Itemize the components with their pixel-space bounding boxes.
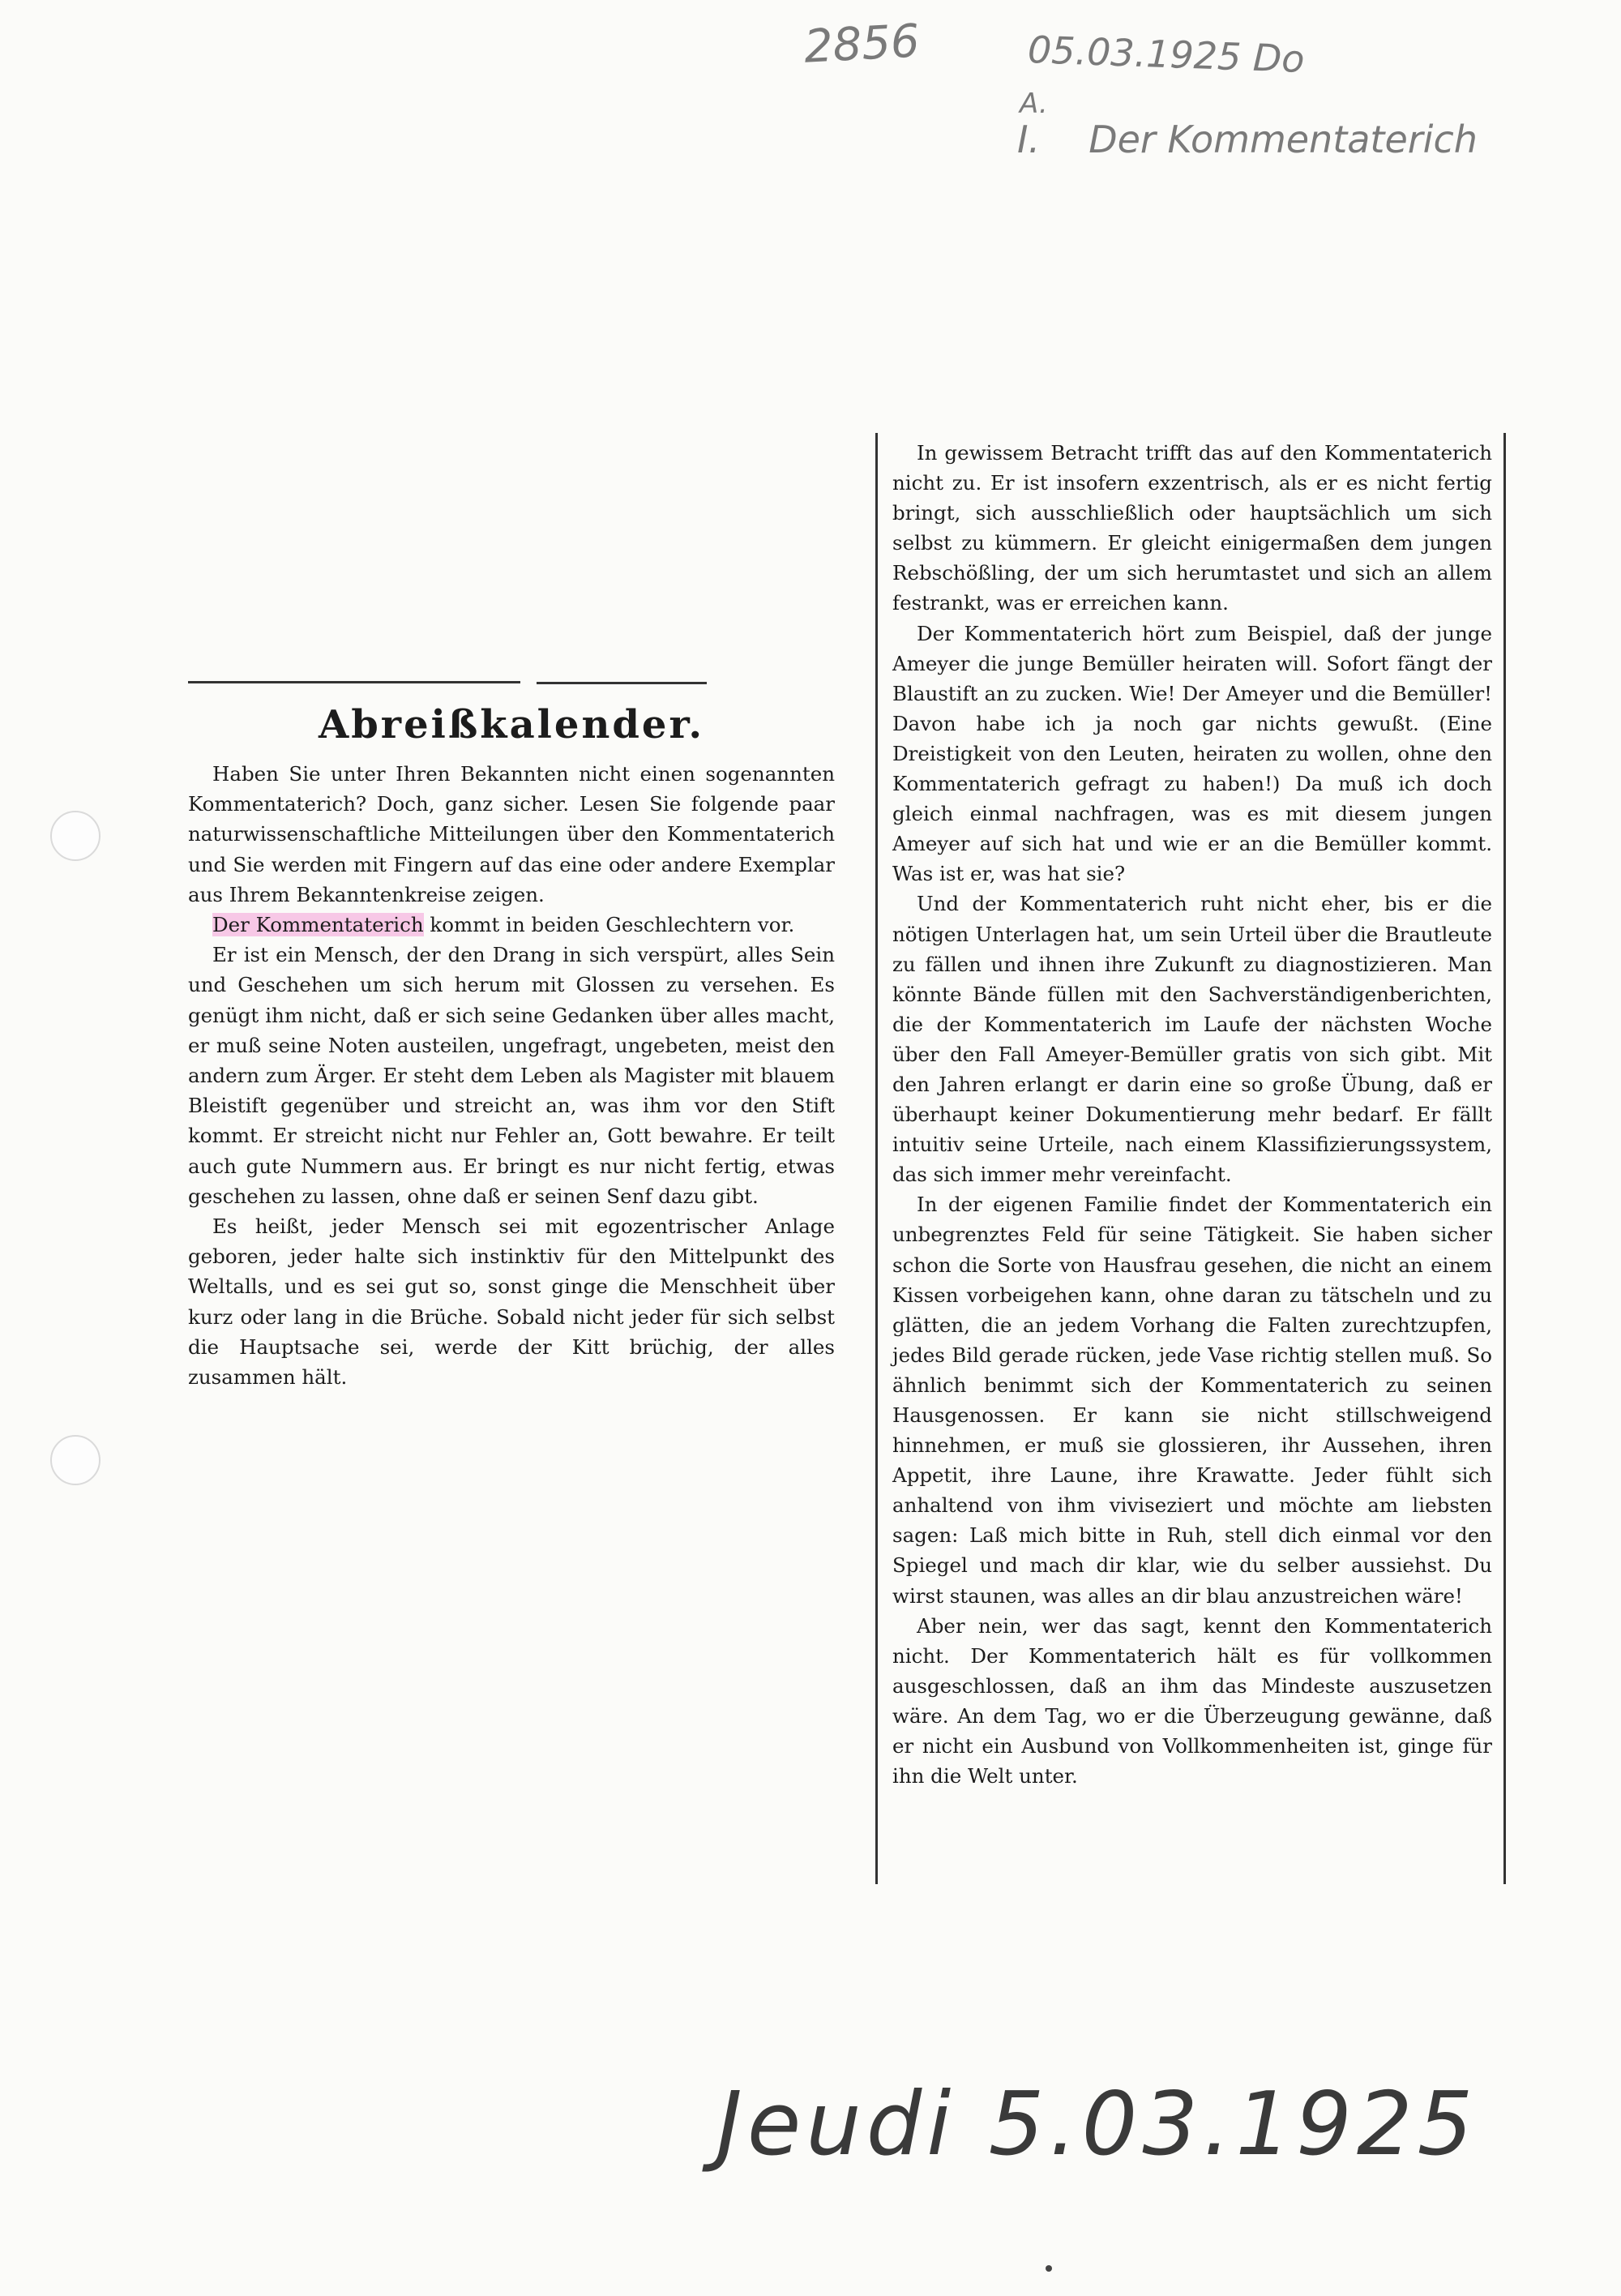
article-headline: Abreißkalender. [318, 702, 705, 747]
article-paragraph: Der Kommentaterich hört zum Beispiel, daß der junge Ameyer die junge Bemüller heiraten will. Sofort fängt der Blaustift an zu zucken. Wie! Der Ameyer und die Bemüller! Davon habe ich ja noch gar nichts gewußt. (Eine Dreistigkeit von den Leuten, heiraten zu wollen, ohne den Kommentaterich gefragt zu haben!) Da muß ich doch gleich einmal nachfragen, was es mit diesem jungen Ameyer auf sich hat und wie er an die Bemüller kommt. Was ist er, was hat sie? [892, 621, 1492, 886]
article-paragraph: Er ist ein Mensch, der den Drang in sich verspürt, alles Sein und Geschehen um sich herum mit Glossen zu versehen. Es genügt ihm nicht, daß er sich seine Gedanken über alles macht, er muß seine Noten austeilen, ungefragt, ungebeten, meist den andern zum Ärger. Er steht dem Leben als Magister mit blauem Bleistift gegenüber und streicht an, was ihm vor den Stift kommt. Er streicht nicht nur Fehler an, Gott bewahre. Er teilt auch gute Nummern aus. Er bringt es nur nicht fertig, etwas geschehen zu lassen, ohne daß er seinen Senf dazu gibt. [188, 943, 835, 1208]
archive-date: 05.03.1925 Do [1027, 28, 1306, 81]
article-paragraph: In der eigenen Familie findet der Kommentaterich ein unbegrenztes Feld für seine Tätigkeit. Sie haben sicher schon die Sorte von Hausfrau gesehen, die nicht an einem Kissen vorbeigehen kann, ohne daran zu tätscheln und zu glätten, die an jedem Vorhang die Falten zurechtzupfen, jedes Bild gerade rücken, jede Vase richtig stellen muß. So ähnlich benimmt sich der Kommentaterich zu seinen Hausgenossen. Er kann sie nicht stillschweigend hinnehmen, er muß sie glossieren, ihr Aussehen, ihren Appetit, ihre Laune, ihre Krawatte. Jeder fühlt sich anhaltend von ihm viviseziert und möchte am liebsten sagen: Laß mich bitte in Ruh, stell dich einmal vor den Spiegel und mach dir klar, wie du selber aussiehst. Du wirst staunen, was alles an dir blau anzustreichen wäre! [892, 1193, 1492, 1608]
article-paragraph: Und der Kommentaterich ruht nicht eher, bis er die nötigen Unterlagen hat, um sein Urteil über die Brautleute zu fällen und ihnen ihre Zukunft zu diagnostizieren. Man könnte Bände füllen mit den Sachverständigenberichten, die der Kommentaterich im Laufe der nächsten Woche über den Fall Ameyer-Bemüller gratis von sich gibt. Mit den Jahren erlangt er darin eine so große Übung, daß er überhaupt keiner Dokumentierung mehr bedarf. Er fällt intuitiv seine Urteile, nach einem Klassifizierungssystem, das sich immer mehr vereinfacht. [892, 892, 1492, 1187]
article-right-column [875, 433, 1506, 1884]
article-left-column [188, 681, 835, 1392]
annotation-title-text: Der Kommentaterich [1089, 118, 1478, 161]
handwritten-date: Jeudi 5.03.1925 [716, 2074, 1478, 2175]
annotation-index: I. [1017, 118, 1041, 161]
article-paragraph-rest: kommt in beiden Geschlechtern vor. [423, 913, 795, 937]
ink-dot [1046, 2265, 1052, 2272]
punch-hole-bottom [50, 1435, 101, 1485]
article-paragraph: Aber nein, wer das sagt, kennt den Kommentaterich nicht. Der Kommentaterich hält es für vollkommen ausgeschlossen, daß an ihm das Mindeste auszusetzen wäre. An dem Tag, wo er die Überzeugung gewänne, daß er nicht ein Ausbund von Vollkommenheiten ist, ginge für ihn die Welt unter. [892, 1613, 1492, 1788]
highlighted-term: Der Kommentaterich [212, 913, 424, 937]
annotation-letter: A. [1020, 88, 1048, 120]
article-paragraph: In gewissem Betracht trifft das auf den Kommentaterich nicht zu. Er ist insofern exzentrisch, als er es nicht fertig bringt, sich ausschließlich oder hauptsächlich um sich selbst zu kümmern. Er gleicht einigermaßen dem jungen Rebschößling, der um sich herumtastet und sich an allem festrankt, was er erreichen kann. [892, 441, 1492, 615]
article-paragraph [188, 910, 835, 940]
headline-rule [188, 681, 520, 683]
article-paragraph: Es heißt, jeder Mensch sei mit egozentrischer Anlage geboren, jeder halte sich instinktiv für den Mittelpunkt des Weltalls, und es sei gut so, sonst ginge die Menschheit über kurz oder lang in die Brüche. Sobald nicht jeder für sich selbst die Hauptsache sei, werde der Kitt brüchig, der alles zusammen hält. [188, 1214, 835, 1390]
annotation-title-note [1017, 118, 1478, 161]
archive-number: 2856 [802, 15, 922, 74]
article-paragraph: Haben Sie unter Ihren Bekannten nicht einen sogenannten Kommentaterich? Doch, ganz sicher. Lesen Sie folgende paar naturwissenschaftliche Mitteilungen über den Kommentaterich und Sie werden mit Fingern auf das eine oder andere Exemplar aus Ihrem Bekanntenkreise zeigen. [188, 762, 835, 906]
punch-hole-top [50, 811, 101, 861]
headline-rule-short [537, 682, 707, 684]
